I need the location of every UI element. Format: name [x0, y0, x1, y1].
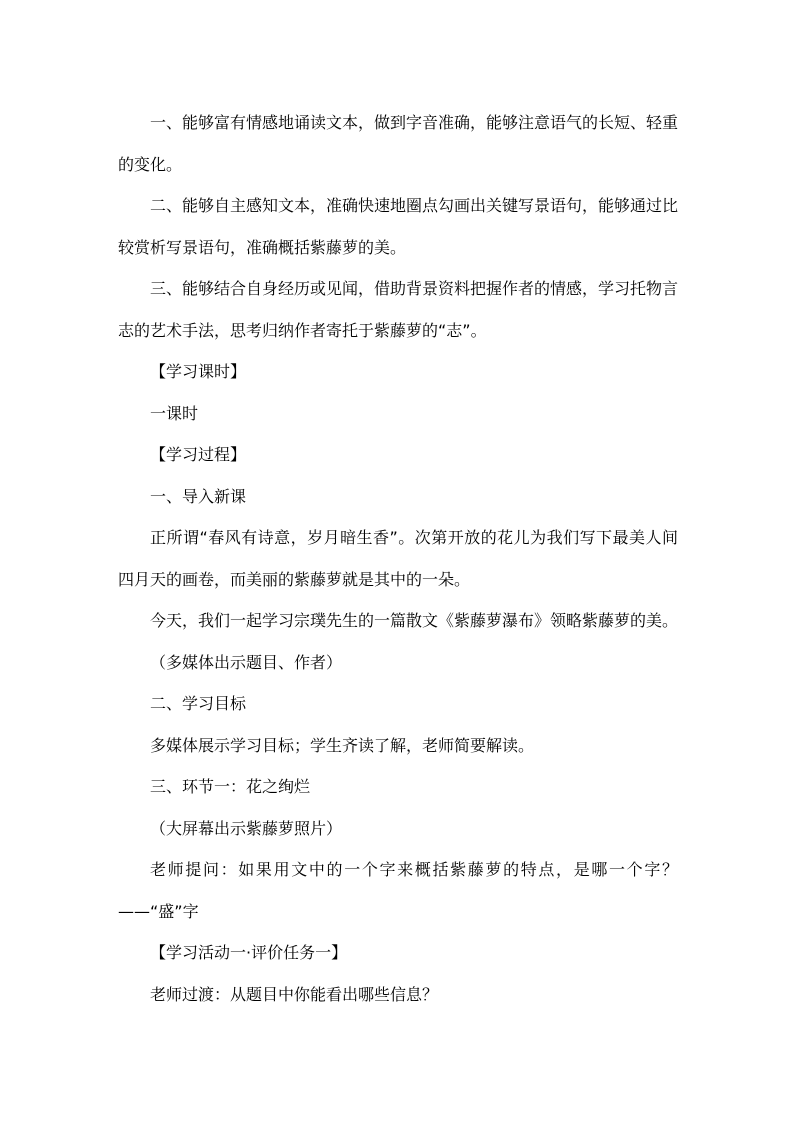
step-heading-stage-1: 三、环节一：花之绚烂: [150, 777, 311, 796]
objective-1: 一、能够富有情感地诵读文本，做到字音准确，能够注意语气的长短、轻重的变化。: [118, 113, 679, 174]
goals-paragraph: 多媒体展示学习目标；学生齐读了解，老师简要解读。: [150, 735, 535, 755]
step-heading-goals: 二、学习目标: [150, 694, 247, 713]
document-body: [118, 102, 678, 1015]
teacher-question: 老师提问：如果用文中的一个字来概括紫藤萝的特点，是哪一个字？——“盛”字: [118, 860, 678, 921]
section-heading-activity-1: 【学习活动一·评价任务一】: [150, 943, 348, 962]
teacher-transition: 老师过渡：从题目中你能看出哪些信息？: [150, 984, 439, 1004]
section-heading-process: 【学习过程】: [150, 445, 247, 464]
objective-3: 三、能够结合自身经历或见闻，借助背景资料把握作者的情感，学习托物言志的艺术手法，思考归纳作者寄托于紫藤萝的“志”。: [118, 279, 679, 340]
note-big-screen-photo: （大屏幕出示紫藤萝照片）: [150, 818, 343, 838]
step-heading-intro: 一、导入新课: [150, 486, 247, 506]
intro-paragraph-2: 今天，我们一起学习宗璞先生的一篇散文《紫藤萝瀑布》领略紫藤萝的美。: [150, 611, 679, 630]
intro-paragraph: 正所谓“春风有诗意，岁月暗生香”。次第开放的花儿为我们写下最美人间四月天的画卷，而美丽的紫藤萝就是其中的一朵。: [118, 528, 678, 589]
section-heading-class-hours: 【学习课时】: [150, 362, 247, 381]
note-multimedia-title: （多媒体出示题目、作者）: [150, 652, 343, 672]
class-hours-text: 一课时: [150, 403, 199, 423]
objective-2: 二、能够自主感知文本，准确快速地圈点勾画出关键写景语句，能够通过比较赏析写景语句，准确概括紫藤萝的美。: [118, 196, 679, 257]
